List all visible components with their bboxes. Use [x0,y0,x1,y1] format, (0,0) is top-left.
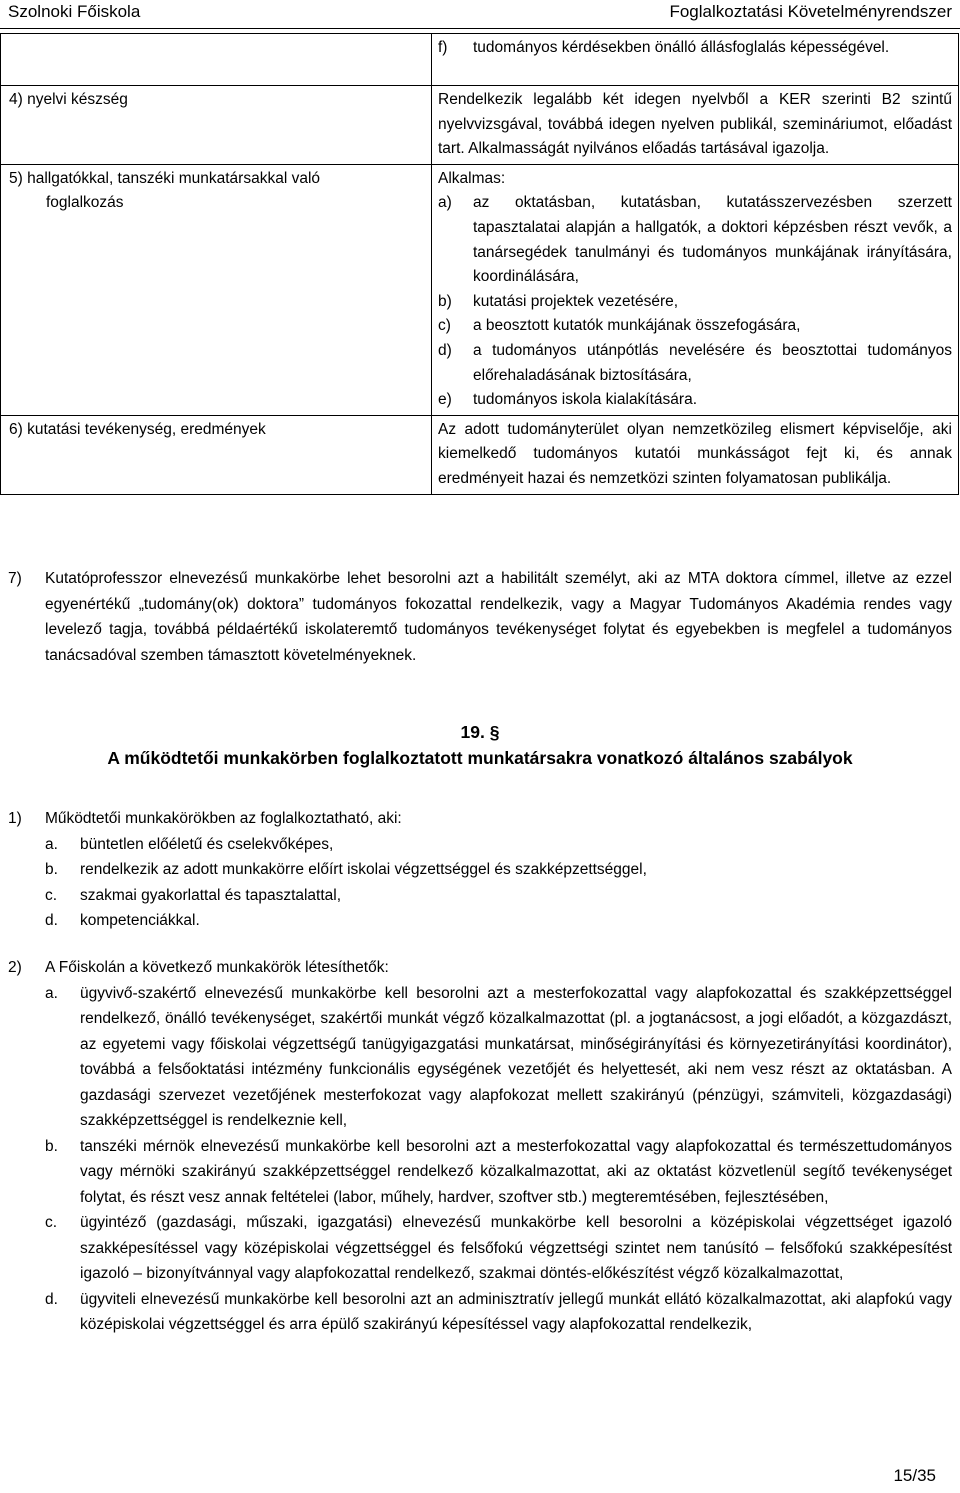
list-item-text: ügyintéző (gazdasági, műszaki, igazgatási) elnevezésű munkakörbe kell besorolni a középiskolai végzettséget igazoló szakképesítéssel vagy középiskolai végzettséggel és felsőfokú végzettségi szintet nem tanúsító – felsőfokú szakképesítést igazoló – bizonyítvánnyal vagy alapfokozattal rendelkező, szakmai döntés-előkészítést végző közalkalmazottat, [80,1214,952,1282]
paragraph-intro: A Főiskolán a következő munkakörök létesíthetők: [45,959,389,976]
list-item [8,1210,952,1287]
list-marker: e) [438,391,452,409]
list-item [8,1134,952,1211]
list-item [438,290,952,315]
table-cell-text [432,164,959,415]
list-marker: a) [438,194,452,212]
list-item-text: szakmai gyakorlattal és tapasztalattal, [80,886,342,904]
list-marker: b) [438,292,452,310]
list-intro: Alkalmas: [438,169,506,187]
list-item [8,981,952,1134]
list-item [8,908,952,934]
list-marker: c. [45,886,58,904]
list-item [438,36,952,61]
list-item-text: ügyvivő-szakértő elnevezésű munkakörbe kell besorolni azt a mesterfokozattal vagy alapfokozattal és szakképzettséggel rendelkező, önálló tevékenységet, szakértői munkát végző közalkalmazottat (pl. a jogtanácsost, a jogi előadót, a közgazdászt, az egyetemi vagy főiskolai végzettségű tanügyigazgatási munkatársat, minőségirányítási és környezetirányítási koordinátor), továbbá a felsőoktatási intézmény funkcionális egységének vezetőjét és helyettesét, aki nem vesz részt az oktatásban. A gazdasági szervezet vezetőjének mesterfokozat vagy alapfokozat mellett szakirányú (pénzügyi, számviteli, közgazdasági) szakképzettséggel is rendelkeznie kell, [80,984,952,1129]
list-item [438,388,952,413]
label-line: foglalkozás [46,194,124,212]
list-item [438,339,952,388]
list-marker: d. [45,1290,58,1308]
section-title: A működtetői munkakörben foglalkoztatott munkatársakra vonatkozó általános szabályok [107,748,853,768]
list-item [438,191,952,289]
label-line: 5) hallgatókkal, tanszéki munkatársakkal való [9,169,321,187]
list-marker: a. [45,835,58,853]
table-cell-text [432,34,959,86]
table-row [1,34,959,86]
paragraph-number: 1) [8,810,22,827]
table-cell-label: 6) kutatási tevékenység, eredmények [1,415,432,494]
paragraph-text: Kutatóprofesszor elnevezésű munkakörbe lehet besorolni azt a habilitált személyt, aki az MTA doktora címmel, illetve az ezzel egyenértékű „tudomány(ok) doktora” tudományos fokozattal rendelkezik, vagy a Magyar Tudományos Akadémia rendes vagy levelező tagja, továbbá példaértékű iskolateremtő tudományos tevékenységet folytat és egyebekben is megfelel a tudományos tanácsadóval szemben támasztott követelményeknek. [45,570,952,664]
requirements-table [0,33,959,495]
list-item-text: tudományos iskola kialakítására. [473,391,698,409]
section-symbol: § [489,722,500,742]
list-marker: b. [45,1137,58,1155]
header-institution: Szolnoki Főiskola [8,2,141,21]
list-item-text: büntetlen előéletű és cselekvőképes, [80,835,334,853]
list-marker: c) [438,317,451,335]
list-item [8,832,952,858]
paragraph-number: 2) [8,959,22,976]
page-number: 15/35 [893,1466,936,1485]
list-marker: a. [45,984,58,1002]
list-item-text: kutatási projektek vezetésére, [473,292,679,310]
list-item-text: rendelkezik az adott munkakörre előírt iskolai végzettséggel és szakképzettséggel, [80,861,647,878]
paragraph-number: 7) [8,570,22,587]
section-number: 19. § [460,722,500,742]
list-item-text: tudományos kérdésekben önálló állásfoglalás képességével. [473,39,890,56]
list-marker: b. [45,861,58,878]
header-document-title: Foglalkoztatási Követelményrendszer [669,2,952,21]
list-item [8,883,952,909]
table-cell-label [1,34,432,86]
list-item-text: tanszéki mérnök elnevezésű munkakörbe kell besorolni azt a mesterfokozattal vagy alapfokozattal és természettudományos vagy mérnöki szakirányú szakképzettséggel rendelkező közalkalmazottat, aki az oktatást közvetlenül segítő tevékenységet folytat, és részt vesz annak feltételei (labor, műhely, hardver, szoftver stb.) megteremtésében, fejlesztésében, [80,1137,952,1206]
list-item-text: kompetenciákkal. [80,912,200,929]
paragraph-2 [8,955,952,1338]
list-item [8,1287,952,1338]
table-cell-text: Az adott tudományterület olyan nemzetközileg elismert képviselője, aki kiemelkedő tudományos kutatói munkásságot fejt ki, és annak eredményeit hazai és nemzetközi szinten folyamatosan publikálja. [432,415,959,494]
list-item [438,314,952,339]
paragraph-intro: Működtetői munkakörökben az foglalkoztatható, aki: [45,810,402,827]
list-marker: d. [45,912,58,929]
list-item-text: a tudományos utánpótlás nevelésére és beosztottai tudományos előrehaladásának biztosítására, [473,341,952,384]
paragraph-7 [8,566,952,668]
list-marker: d) [438,341,452,359]
list-item-text: az oktatásban, kutatásban, kutatásszervezésben szerzett tapasztalatai alapján a hallgatók, a doktori képzésben részt vevők, a tanársegédek tanulmányi és tudományos munkájának irányítására, koordinálására, [473,194,952,286]
table-row [1,86,959,165]
list-item [8,857,952,883]
table-row [1,415,959,494]
paragraph-1 [8,806,952,934]
list-marker: f) [438,39,448,56]
list-item-text: ügyviteli elnevezésű munkakörbe kell besorolni azt an adminisztratív jellegű munkát ellátó közalkalmazottat, aki alapfokú vagy középiskolai végzettséggel és arra épülő szakirányú képesítéssel vagy alapfokozattal rendelkezik, [80,1290,952,1333]
table-cell-label: 4) nyelvi készség [1,86,432,165]
page-header [0,0,960,29]
list-item-text: a beosztott kutatók munkájának összefogására, [473,317,801,335]
table-row [1,164,959,415]
list-marker: c. [45,1214,58,1231]
table-cell-text: Rendelkezik legalább két idegen nyelvből a KER szerinti B2 szintű nyelvvizsgával, továbbá idegen nyelven publikál, szemináriumot, előadást tart. Alkalmasságát nyilvános előadás tartásával igazolja. [432,86,959,165]
table-cell-label [1,164,432,415]
